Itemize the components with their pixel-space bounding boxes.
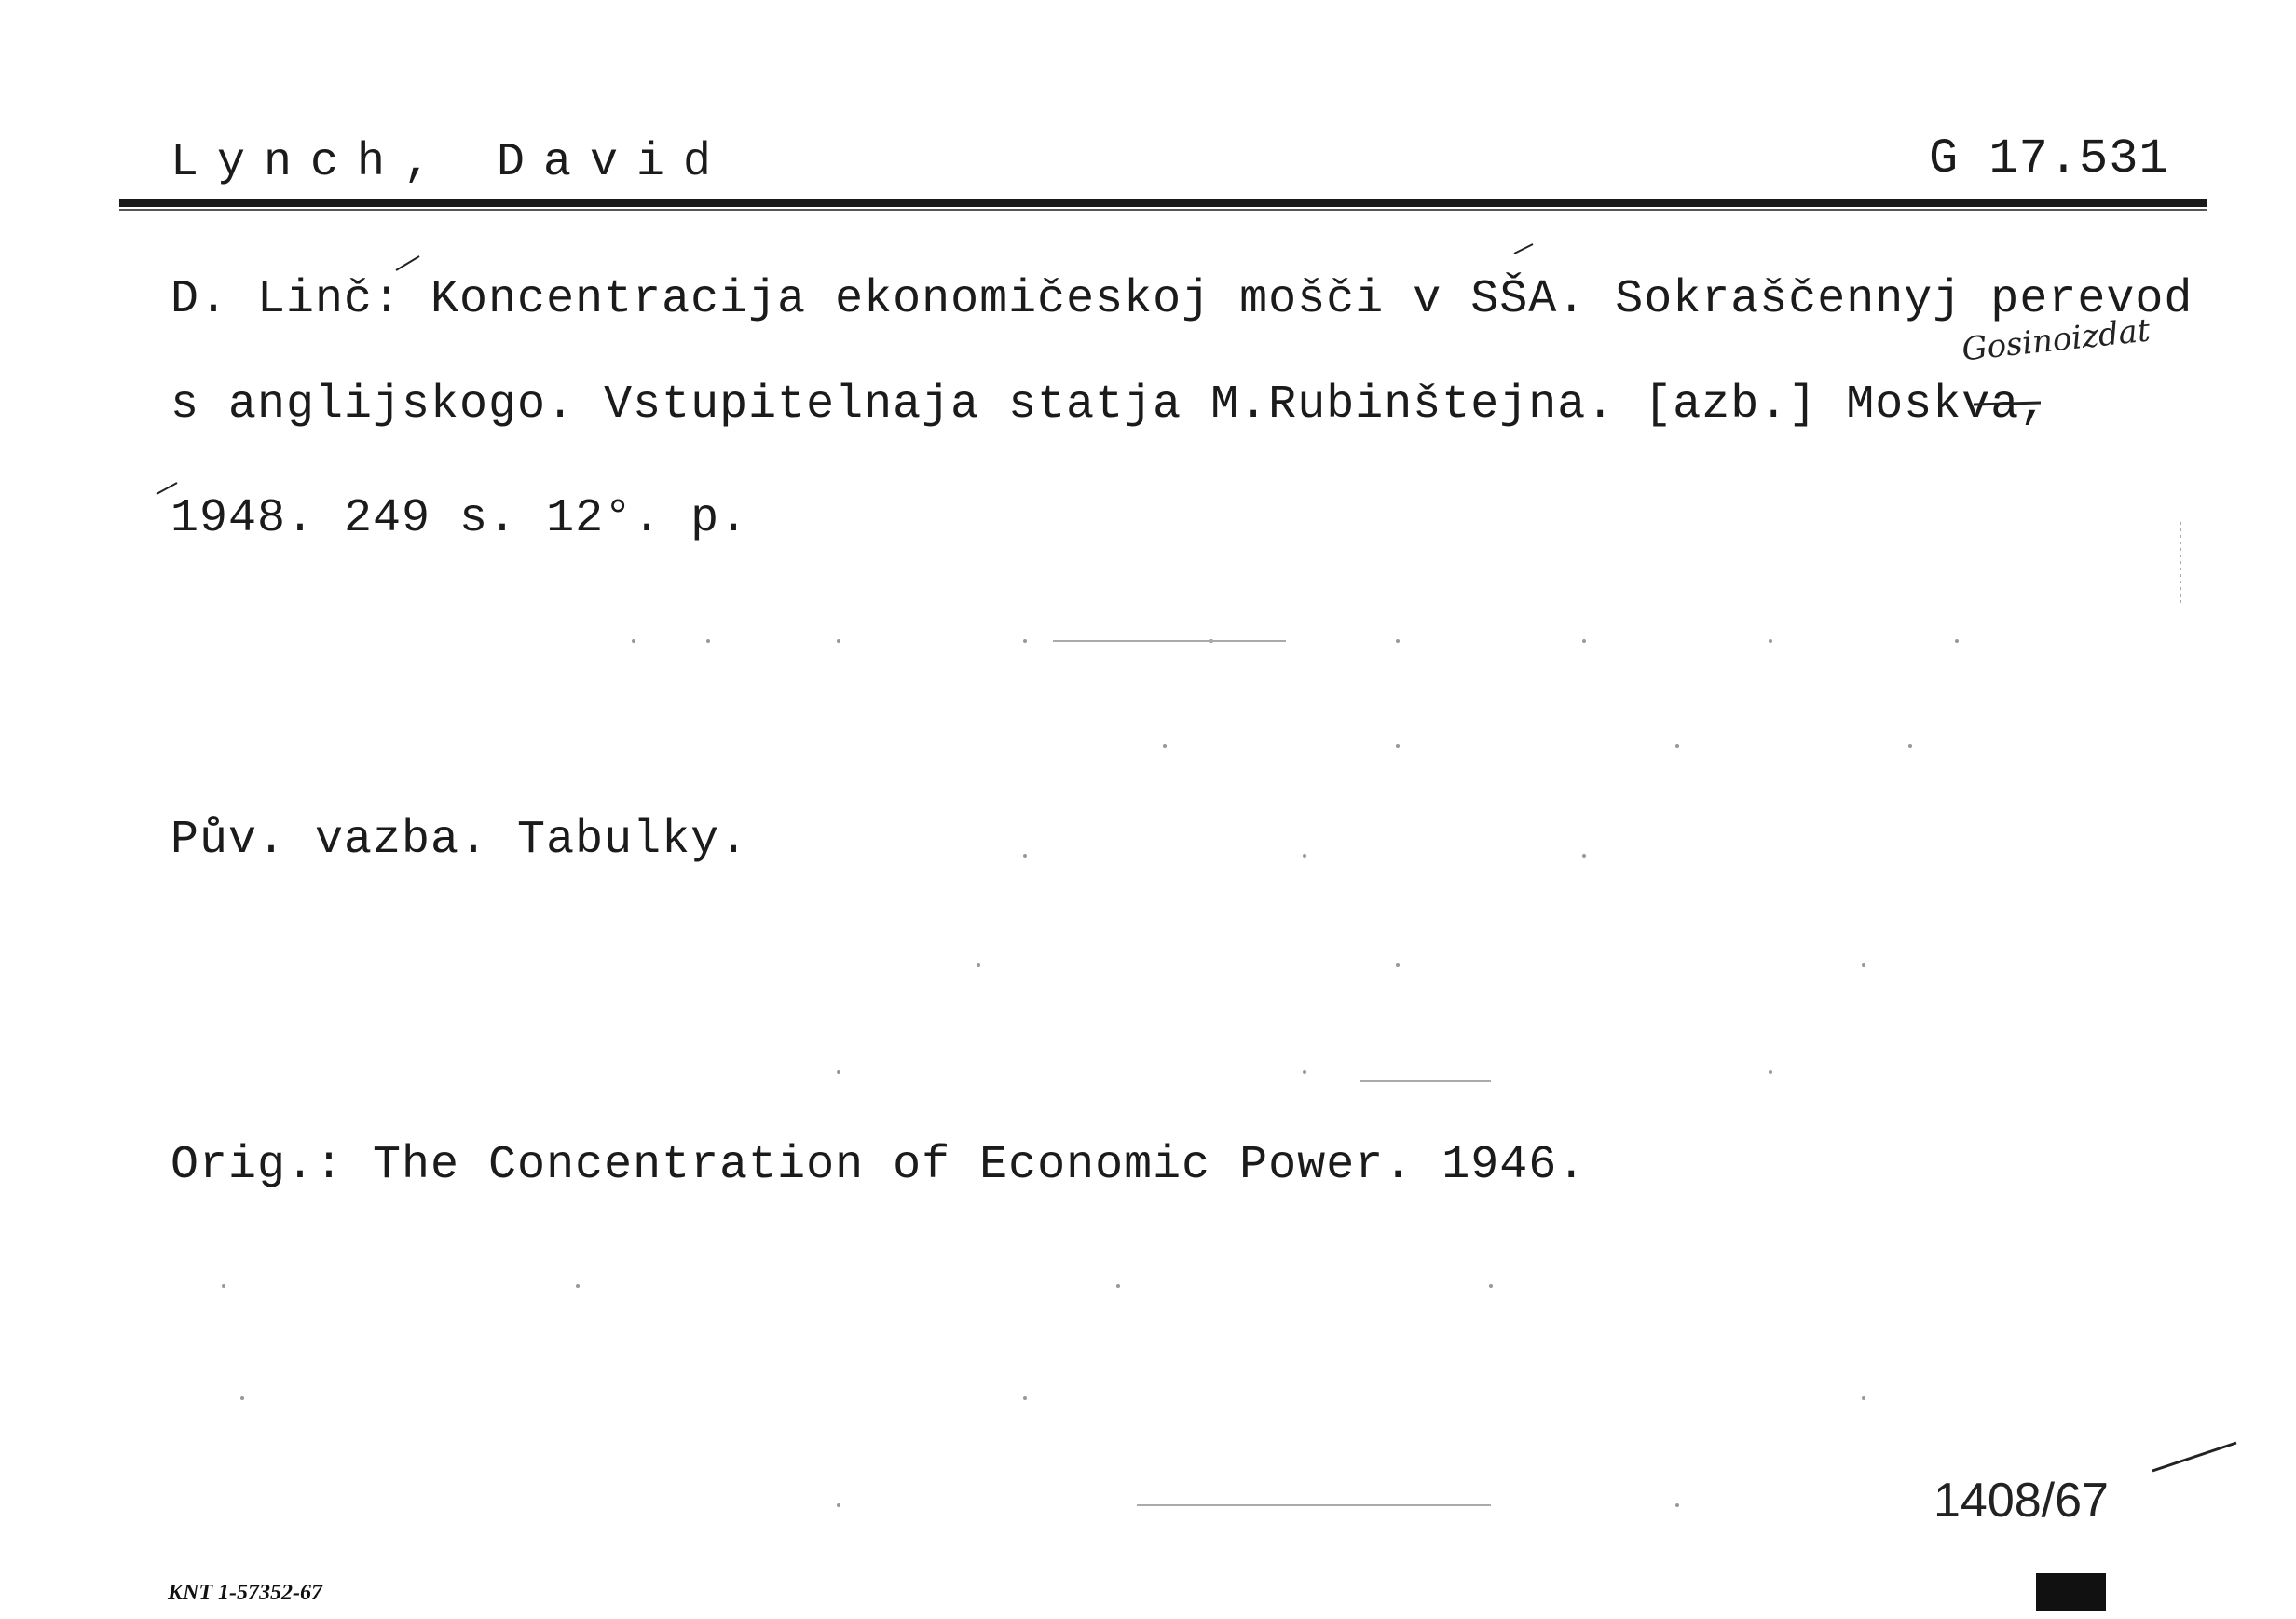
accession-pen-stroke	[2152, 1443, 2236, 1471]
stamp-blot	[2036, 1573, 2106, 1611]
scan-speck-group	[222, 639, 1959, 1507]
strikethrough-mark	[1974, 403, 2041, 405]
handwritten-publisher-annotation: Gosinoizdat	[1960, 311, 2152, 369]
caret-mark	[1514, 244, 1533, 254]
card-print-code: KNT 1-57352-67	[168, 1581, 322, 1605]
heading-author-name: Lynch, David	[171, 136, 731, 189]
description-line-1: D. Linč: Koncentracija ekonomičeskoj mošči v SŠA. Sokraščennyj perevod	[171, 273, 2194, 326]
call-number: G 17.531	[1929, 131, 2169, 186]
binding-note: Pův. vazba. Tabulky.	[171, 814, 749, 867]
description-line-2: s anglijskogo. Vstupitelnaja statja M.Rubinštejna. [azb.] Moskva,	[171, 378, 2049, 432]
scan-dash-group	[1053, 522, 2180, 1505]
description-line-3: 1948. 249 s. 12°. p.	[171, 492, 749, 545]
original-title-note: Orig.: The Concentration of Economic Power. 1946.	[171, 1139, 1587, 1192]
caret-mark	[157, 483, 177, 494]
caret-mark	[396, 256, 419, 270]
accession-number: 1408/67	[1934, 1474, 2109, 1528]
